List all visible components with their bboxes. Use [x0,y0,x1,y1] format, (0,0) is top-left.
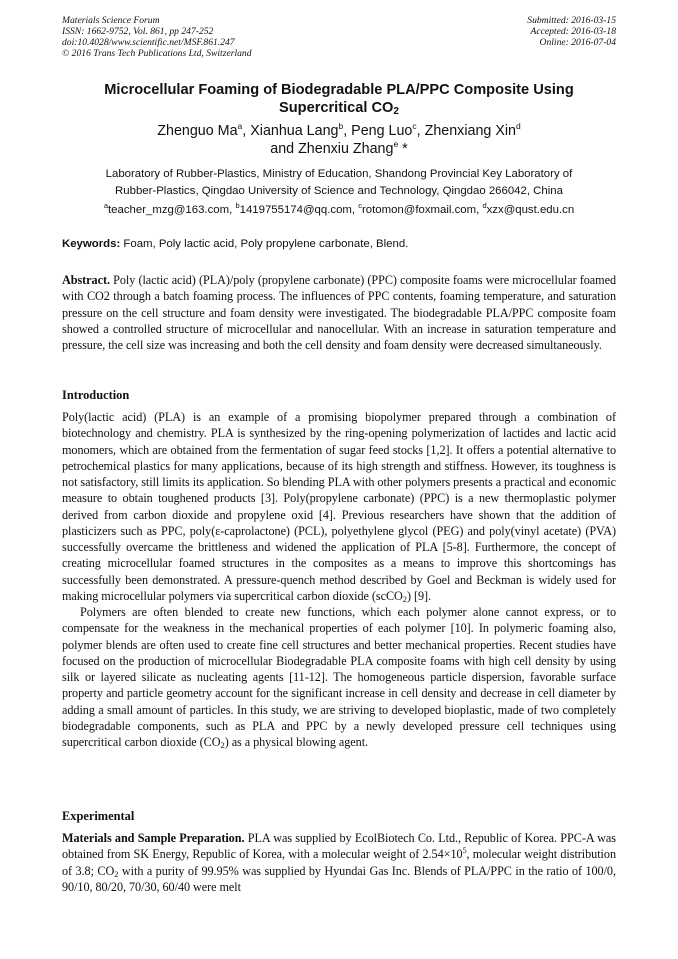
abstract-label: Abstract. [62,273,110,287]
affiliation-line-2: Rubber-Plastics, Qingdao University of Science and Technology, Qingdao 266042, China [115,185,563,197]
author-list [62,122,616,158]
experimental-t2-sub: 2 [114,868,119,879]
author-3-sup: c [412,121,417,131]
accepted-date: Accepted: 2016-03-18 [530,26,616,37]
author-4-sup: d [516,121,521,131]
experimental-paragraph-1 [62,830,616,895]
abstract [62,272,616,353]
experimental-t1: PLA was supplied by EcolBiotech Co. Ltd., Republic of Korea. PPC-A was obtained from SK Energy, Republic of Korea, with a molecular weight of 2.54×10 [62,831,616,862]
email-3-sup: c [358,201,362,210]
issn-volume: ISSN: 1662-9752, Vol. 861, pp 247-252 [62,26,214,37]
title-line-2 [62,99,616,121]
corresponding-mark: * [398,141,408,157]
author-1-sup: a [237,121,243,131]
affiliation-line-1: Laboratory of Rubber-Plastics, Ministry of Education, Shandong Provincial Key Laboratory of [105,168,573,180]
journal-header [62,15,252,59]
email-4-sup: d [482,201,487,210]
intro-paragraph-2 [62,604,616,750]
keywords-label: Keywords: [62,238,121,250]
email-2[interactable]: 1419755174@qq.com, [239,204,359,216]
keywords [62,237,616,251]
intro-p1-sub: 2 [402,593,407,604]
title-text: Supercritical CO [279,100,394,116]
affiliation [62,166,616,200]
intro-p2-sub: 2 [220,740,225,750]
dates-header [527,15,616,48]
author-3: , Peng Luo [343,123,413,139]
keywords-text: Foam, Poly lactic acid, Poly propylene carbonate, Blend. [120,238,409,250]
author-5-sup: e [393,139,399,149]
experimental-body [62,830,616,895]
intro-p1-end: ) [9]. [407,588,432,603]
email-4[interactable]: xzx@qust.edu.cn [486,204,575,216]
intro-p1-text: Poly(lactic acid) (PLA) is an example of a promising biopolymer prepared through a combination of biotechnology and chemistry. PLA is synthesized by the ring-opening polymerization of lactides and lactic acid monomers, which are obtained from the fermentation of sugar feed stocks [1,2]. It offers a potential alternative to petrochemical plastics for many applications, because of its high strength and stiffness. However, its toughness is not satisfactory, still limits its application. So blending PLA with other polymers presents a practical and economic measure to obtain toughened products [3]. Poly(propylene carbonate) (PPC) is a new thermoplastic polymer derived from carbon dioxide and propylene oxid [4]. Previous researchers have shown that the addition of plasticizers such as PPC, poly(ε-caprolactone) (PCL), polyethylene glycol (PEG) and poly(vinyl acetate) (PVA) successfully overcame the brittleness and widened the application of PLA [5-8]. Furthermore, the concept of creating microcellular foamed structures in the composites as a means to improve this shortcomings has successfully been demonstrated. A pressure-quench method described by Goel and Beckman is widely used for making microcellular polymers via supercritical carbon dioxide (scCO [62,410,616,603]
online-date: Online: 2016-07-04 [539,37,616,48]
submitted-date: Submitted: 2016-03-15 [527,15,616,26]
abstract-text: Poly (lactic acid) (PLA)/poly (propylene carbonate) (PPC) composite foams were microcellular foamed with CO2 through a batch foaming process. The influences of PPC contents, foaming temperature, and saturation pressure on the cell structure and foam density were investigated. The biodegradable PLA/PPC composite foam showed a controlled structure of microcellular and nanocellular. With an increase in saturation temperature and pressure, the cell size was increasing and both the cell density and foam density were decreased simultaneously. [62,273,616,352]
section-heading-experimental: Experimental [62,809,135,823]
experimental-t1-sup: 5 [462,846,467,856]
copyright: © 2016 Trans Tech Publications Ltd, Switzerland [62,48,252,59]
experimental-t3: with a purity of 99.95% was supplied by Hyundai Gas Inc. Blends of PLA/PPC in the ratio of 100/0, 90/10, 80/20, 70/30, 60/40 were melt [62,863,616,894]
email-3[interactable]: rotomon@foxmail.com, [361,204,483,216]
email-1-sup: a [103,201,109,210]
author-2-sup: b [338,121,344,131]
experimental-lead: Materials and Sample Preparation. [62,831,245,845]
intro-paragraph-1 [62,409,616,604]
intro-p2-end: ) as a physical blowing agent. [224,735,369,749]
section-heading-introduction: Introduction [62,388,130,402]
paper-title [62,81,616,121]
author-5: and Zhenxiu Zhang [270,141,394,157]
introduction-body [62,409,616,750]
email-1[interactable]: teacher_mzg@163.com, [108,204,236,216]
authors-line-1 [62,122,616,140]
title-subscript: 2 [393,106,399,117]
doi: doi:10.4028/www.scientific.net/MSF.861.247 [62,37,235,48]
intro-p2-text: Polymers are often blended to create new functions, which each polymer alone cannot express, or to compensate for the weakness in the mechanical properties of each polymer [10]. In polymeric foaming also, polymer blends are often used to create fine cell structures and better mechanical properties. Recent studies have focused on the production of microcellular Biodegradable PLA composite foams with high cell density by using silk or layered silicate as nucleating agents [11-12]. The homogeneous particle dispersion, favorable surface property and particle geometry account for the significant increase in cell density and decrease in cell diameter by adding a small amount of particles. In this study, we are striving to developed bioplastic, made of two completely biodegradable components, such as PLA and PPC by a newly developed pressure cell techniques using supercritical carbon dioxide (CO [62,605,616,749]
email-list [62,203,616,217]
author-4: , Zhenxiang Xin [416,123,516,139]
author-1: Zhenguo Ma [157,123,238,139]
email-2-sup: b [235,201,240,210]
title-line-1: Microcellular Foaming of Biodegradable PLA/PPC Composite Using [104,82,574,98]
experimental-t2: , molecular weight distribution of 3.8; CO [62,847,616,878]
author-2: , Xianhua Lang [242,123,339,139]
authors-line-2 [62,140,616,158]
journal-name: Materials Science Forum [62,15,160,26]
